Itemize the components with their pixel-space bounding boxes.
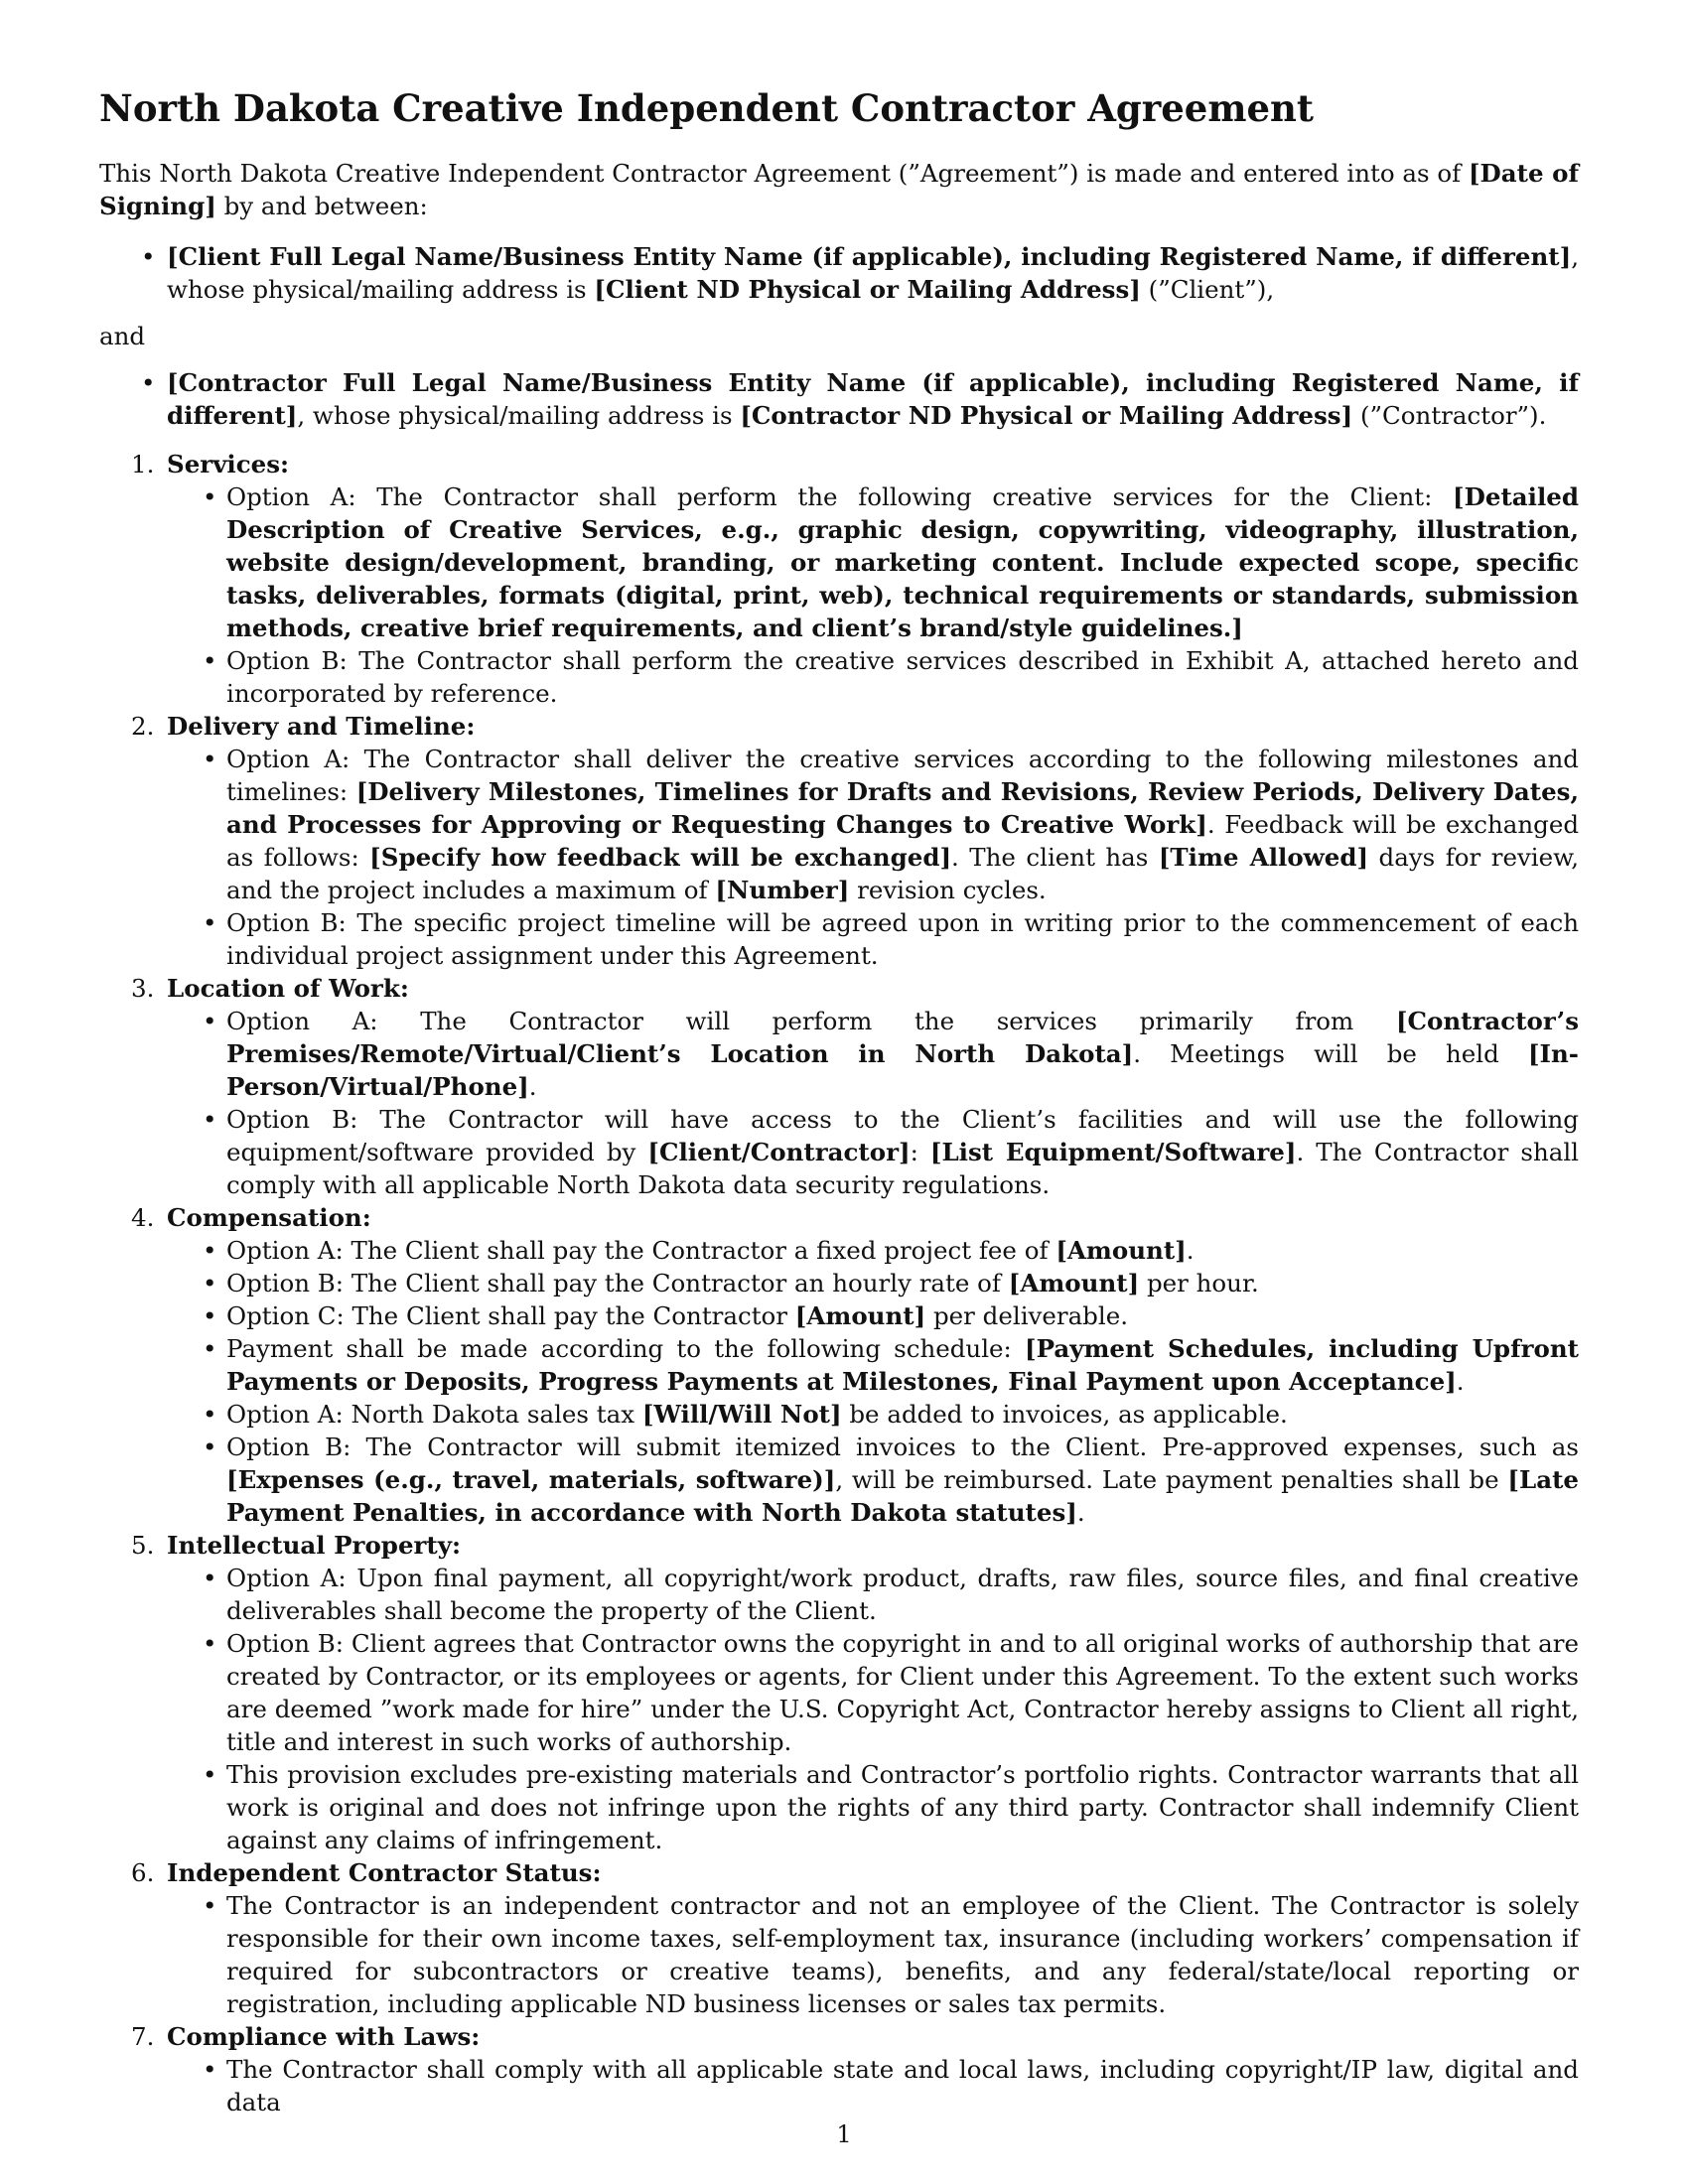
section-1 (131, 448, 1579, 710)
list-item (226, 644, 1579, 710)
clause-text: Option B: The Client shall pay the Contractor an hourly rate of (226, 1269, 1009, 1297)
placeholder-field: [Late Payment Penalties, in accordance with North Dakota statutes] (226, 1465, 1579, 1527)
document-body (99, 85, 1579, 2118)
clause-text: . The client has (951, 843, 1159, 872)
clause-text: . (1456, 1367, 1465, 1396)
placeholder-field: [Delivery Milestones, Timelines for Drafts and Revisions, Review Periods, Delivery Dates, and Processes for Approving or Requesting Changes to Creative Work] (226, 777, 1579, 839)
list-item (226, 906, 1579, 972)
party-client (167, 240, 1579, 306)
section-heading: Independent Contractor Status: (167, 1858, 602, 1887)
clause-text: Option A: The Contractor shall deliver the creative services according to the following milestones and timelines: (226, 745, 1579, 806)
section-number: 3. (131, 974, 155, 1003)
placeholder-field: [Time Allowed] (1158, 843, 1369, 872)
list-item (226, 1332, 1579, 1398)
section-4 (131, 1201, 1579, 1529)
list-item (226, 1267, 1579, 1299)
clause-text: revision cycles. (849, 876, 1047, 904)
section-heading: Compliance with Laws: (167, 2022, 481, 2051)
clause-text: Option A: Upon final payment, all copyright/work product, drafts, raw files, source files, and final creative deliverables shall become the property of the Client. (226, 1564, 1579, 1625)
clause-text: Option B: The specific project timeline will be agreed upon in writing prior to the commencement of each individual project assignment under this Agreement. (226, 908, 1579, 970)
placeholder-field: [Amount] (1008, 1269, 1140, 1297)
clause-text: . (528, 1072, 537, 1101)
clause-text: . The Contractor shall comply with all applicable North Dakota data security regulations. (226, 1138, 1580, 1199)
list-item (226, 1758, 1579, 1856)
section-number: 1. (131, 450, 155, 478)
clause-text: days for review, and the project includes a maximum of (226, 843, 1579, 904)
document-title: North Dakota Creative Independent Contractor Agreement (99, 86, 1315, 130)
section-heading: Compensation: (167, 1203, 371, 1232)
section-3 (131, 972, 1580, 1201)
list-item (226, 1299, 1579, 1332)
section-number: 4. (131, 1203, 155, 1232)
placeholder-field: [Contractor’s Premises/Remote/Virtual/Client’s Location in North Dakota] (226, 1007, 1579, 1068)
section-5 (131, 1529, 1579, 1856)
section-items (167, 2053, 1579, 2118)
clause-text: The Contractor shall comply with all applicable state and local laws, including copyright/IP law, digital and data (226, 2055, 1579, 2116)
section-heading: Services: (167, 450, 290, 478)
and-connector: and (99, 322, 146, 350)
clause-text: This provision excludes pre-existing materials and Contractor’s portfolio rights. Contractor warrants that all work is original and does not infringe upon the rights of any third party. Contractor shall indemnify Client against any claims of infringement. (226, 1760, 1579, 1854)
section-6 (131, 1856, 1579, 2020)
party-text: , whose physical/mailing address is (167, 242, 1579, 304)
clause-text: Option B: The Contractor will have access to the Client’s facilities and will use the following equipment/software provided by (226, 1105, 1579, 1166)
clause-text: be added to invoices, as applicable. (841, 1400, 1288, 1429)
section-heading: Delivery and Timeline: (167, 712, 476, 741)
date-placeholder: [Date of Signing] (99, 159, 1580, 220)
clause-text: Option A: The Contractor will perform the services primarily from (226, 1007, 1396, 1035)
list-item (226, 1562, 1579, 1627)
clause-text: per hour. (1139, 1269, 1259, 1297)
list-item (226, 1889, 1579, 2020)
sections-list (99, 448, 1579, 2118)
placeholder-field: [Expenses (e.g., travel, materials, software)] (226, 1465, 836, 1494)
clause-text: . (1076, 1498, 1085, 1527)
placeholder-field: [In-Person/Virtual/Phone] (226, 1039, 1579, 1101)
section-items (167, 1234, 1579, 1529)
intro-text: This North Dakota Creative Independent Contractor Agreement (”Agreement”) is made and entered into as of (99, 159, 1469, 188)
party-list-contractor (99, 366, 1579, 432)
section-2 (131, 710, 1579, 972)
clause-text: Option B: The Contractor will submit itemized invoices to the Client. Pre-approved expenses, such as (226, 1433, 1579, 1461)
clause-text: Option A: North Dakota sales tax (226, 1400, 642, 1429)
section-heading: Location of Work: (167, 974, 409, 1003)
clause-text: , will be reimbursed. Late payment penalties shall be (835, 1465, 1508, 1494)
list-item (226, 743, 1579, 906)
clause-text: per deliverable. (925, 1301, 1128, 1330)
clause-text: The Contractor is an independent contractor and not an employee of the Client. The Contractor is solely responsible for their own income taxes, self-employment tax, insurance (including workers’ compensation if required for subcontractors or creative teams), benefits, and any federal/state/local reporting or registration, including applicable ND business licenses or sales tax permits. (226, 1891, 1579, 2018)
section-number: 5. (131, 1531, 155, 1560)
placeholder-field: [Client/Contractor] (647, 1138, 911, 1166)
section-7 (131, 2020, 1579, 2118)
client-name-placeholder: [Client Full Legal Name/Business Entity Name (if applicable), including Registered Name, if different] (167, 242, 1572, 271)
contractor-name-placeholder: [Contractor Full Legal Name/Business Entity Name (if applicable), including Registered Name, if different] (167, 368, 1579, 430)
list-item (226, 1431, 1579, 1529)
placeholder-field: [Detailed Description of Creative Services, e.g., graphic design, copywriting, videography, illustration, website design/development, branding, or marketing content. Include expected scope, specific tasks, deliverables, formats (digital, print, web), technical requirements or standards, submission methods, creative brief requirements, and client’s brand/style guidelines.] (226, 482, 1579, 642)
list-item (226, 1627, 1579, 1758)
party-text: (”Contractor”). (1352, 401, 1547, 430)
clause-text: Option A: The Client shall pay the Contractor a fixed project fee of (226, 1236, 1056, 1265)
party-text: (”Client”), (1140, 275, 1275, 304)
clause-text: Payment shall be made according to the following schedule: (226, 1334, 1025, 1363)
party-list-client (99, 240, 1579, 306)
list-item (226, 1234, 1579, 1267)
list-item (226, 1398, 1579, 1431)
section-number: 2. (131, 712, 155, 741)
clause-text: . (1186, 1236, 1195, 1265)
section-items (167, 1005, 1579, 1201)
client-address-placeholder: [Client ND Physical or Mailing Address] (594, 275, 1141, 304)
list-item (226, 1005, 1579, 1103)
clause-text: : (910, 1138, 930, 1166)
clause-text: Option B: Client agrees that Contractor owns the copyright in and to all original works of authorship that are created by Contractor, or its employees or agents, for Client under this Agreement. To the extent such works are deemed ”work made for hire” under the U.S. Copyright Act, Contractor hereby assigns to Client all right, title and interest in such works of authorship. (226, 1629, 1579, 1756)
list-item (226, 1103, 1579, 1201)
section-items (167, 480, 1579, 710)
section-heading: Intellectual Property: (167, 1531, 462, 1560)
section-items (167, 1562, 1579, 1856)
placeholder-field: [Amount] (1055, 1236, 1187, 1265)
party-text: , whose physical/mailing address is (297, 401, 741, 430)
placeholder-field: [Specify how feedback will be exchanged] (369, 843, 952, 872)
clause-text: . Feedback will be exchanged as follows: (226, 810, 1579, 872)
party-contractor (167, 366, 1579, 432)
section-number: 7. (131, 2022, 155, 2051)
list-item (226, 480, 1579, 644)
intro-text: by and between: (215, 192, 428, 220)
clause-text: Option A: The Contractor shall perform the following creative services for the Client: (226, 482, 1454, 511)
page-number: 1 (836, 2120, 852, 2148)
placeholder-field: [List Equipment/Software] (929, 1138, 1297, 1166)
placeholder-field: [Payment Schedules, including Upfront Payments or Deposits, Progress Payments at Milestones, Final Payment upon Acceptance] (226, 1334, 1579, 1396)
section-items (167, 1889, 1579, 2020)
placeholder-field: [Amount] (794, 1301, 926, 1330)
clause-text: Option C: The Client shall pay the Contractor (226, 1301, 795, 1330)
section-number: 6. (131, 1858, 155, 1887)
placeholder-field: [Number] (715, 876, 850, 904)
section-items (167, 743, 1579, 972)
contractor-address-placeholder: [Contractor ND Physical or Mailing Address] (740, 401, 1353, 430)
clause-text: Option B: The Contractor shall perform the creative services described in Exhibit A, attached hereto and incorporated by reference. (226, 646, 1579, 708)
list-item (226, 2053, 1579, 2118)
intro-paragraph (99, 157, 1579, 222)
clause-text: . Meetings will be held (1133, 1039, 1528, 1068)
placeholder-field: [Will/Will Not] (641, 1400, 842, 1429)
